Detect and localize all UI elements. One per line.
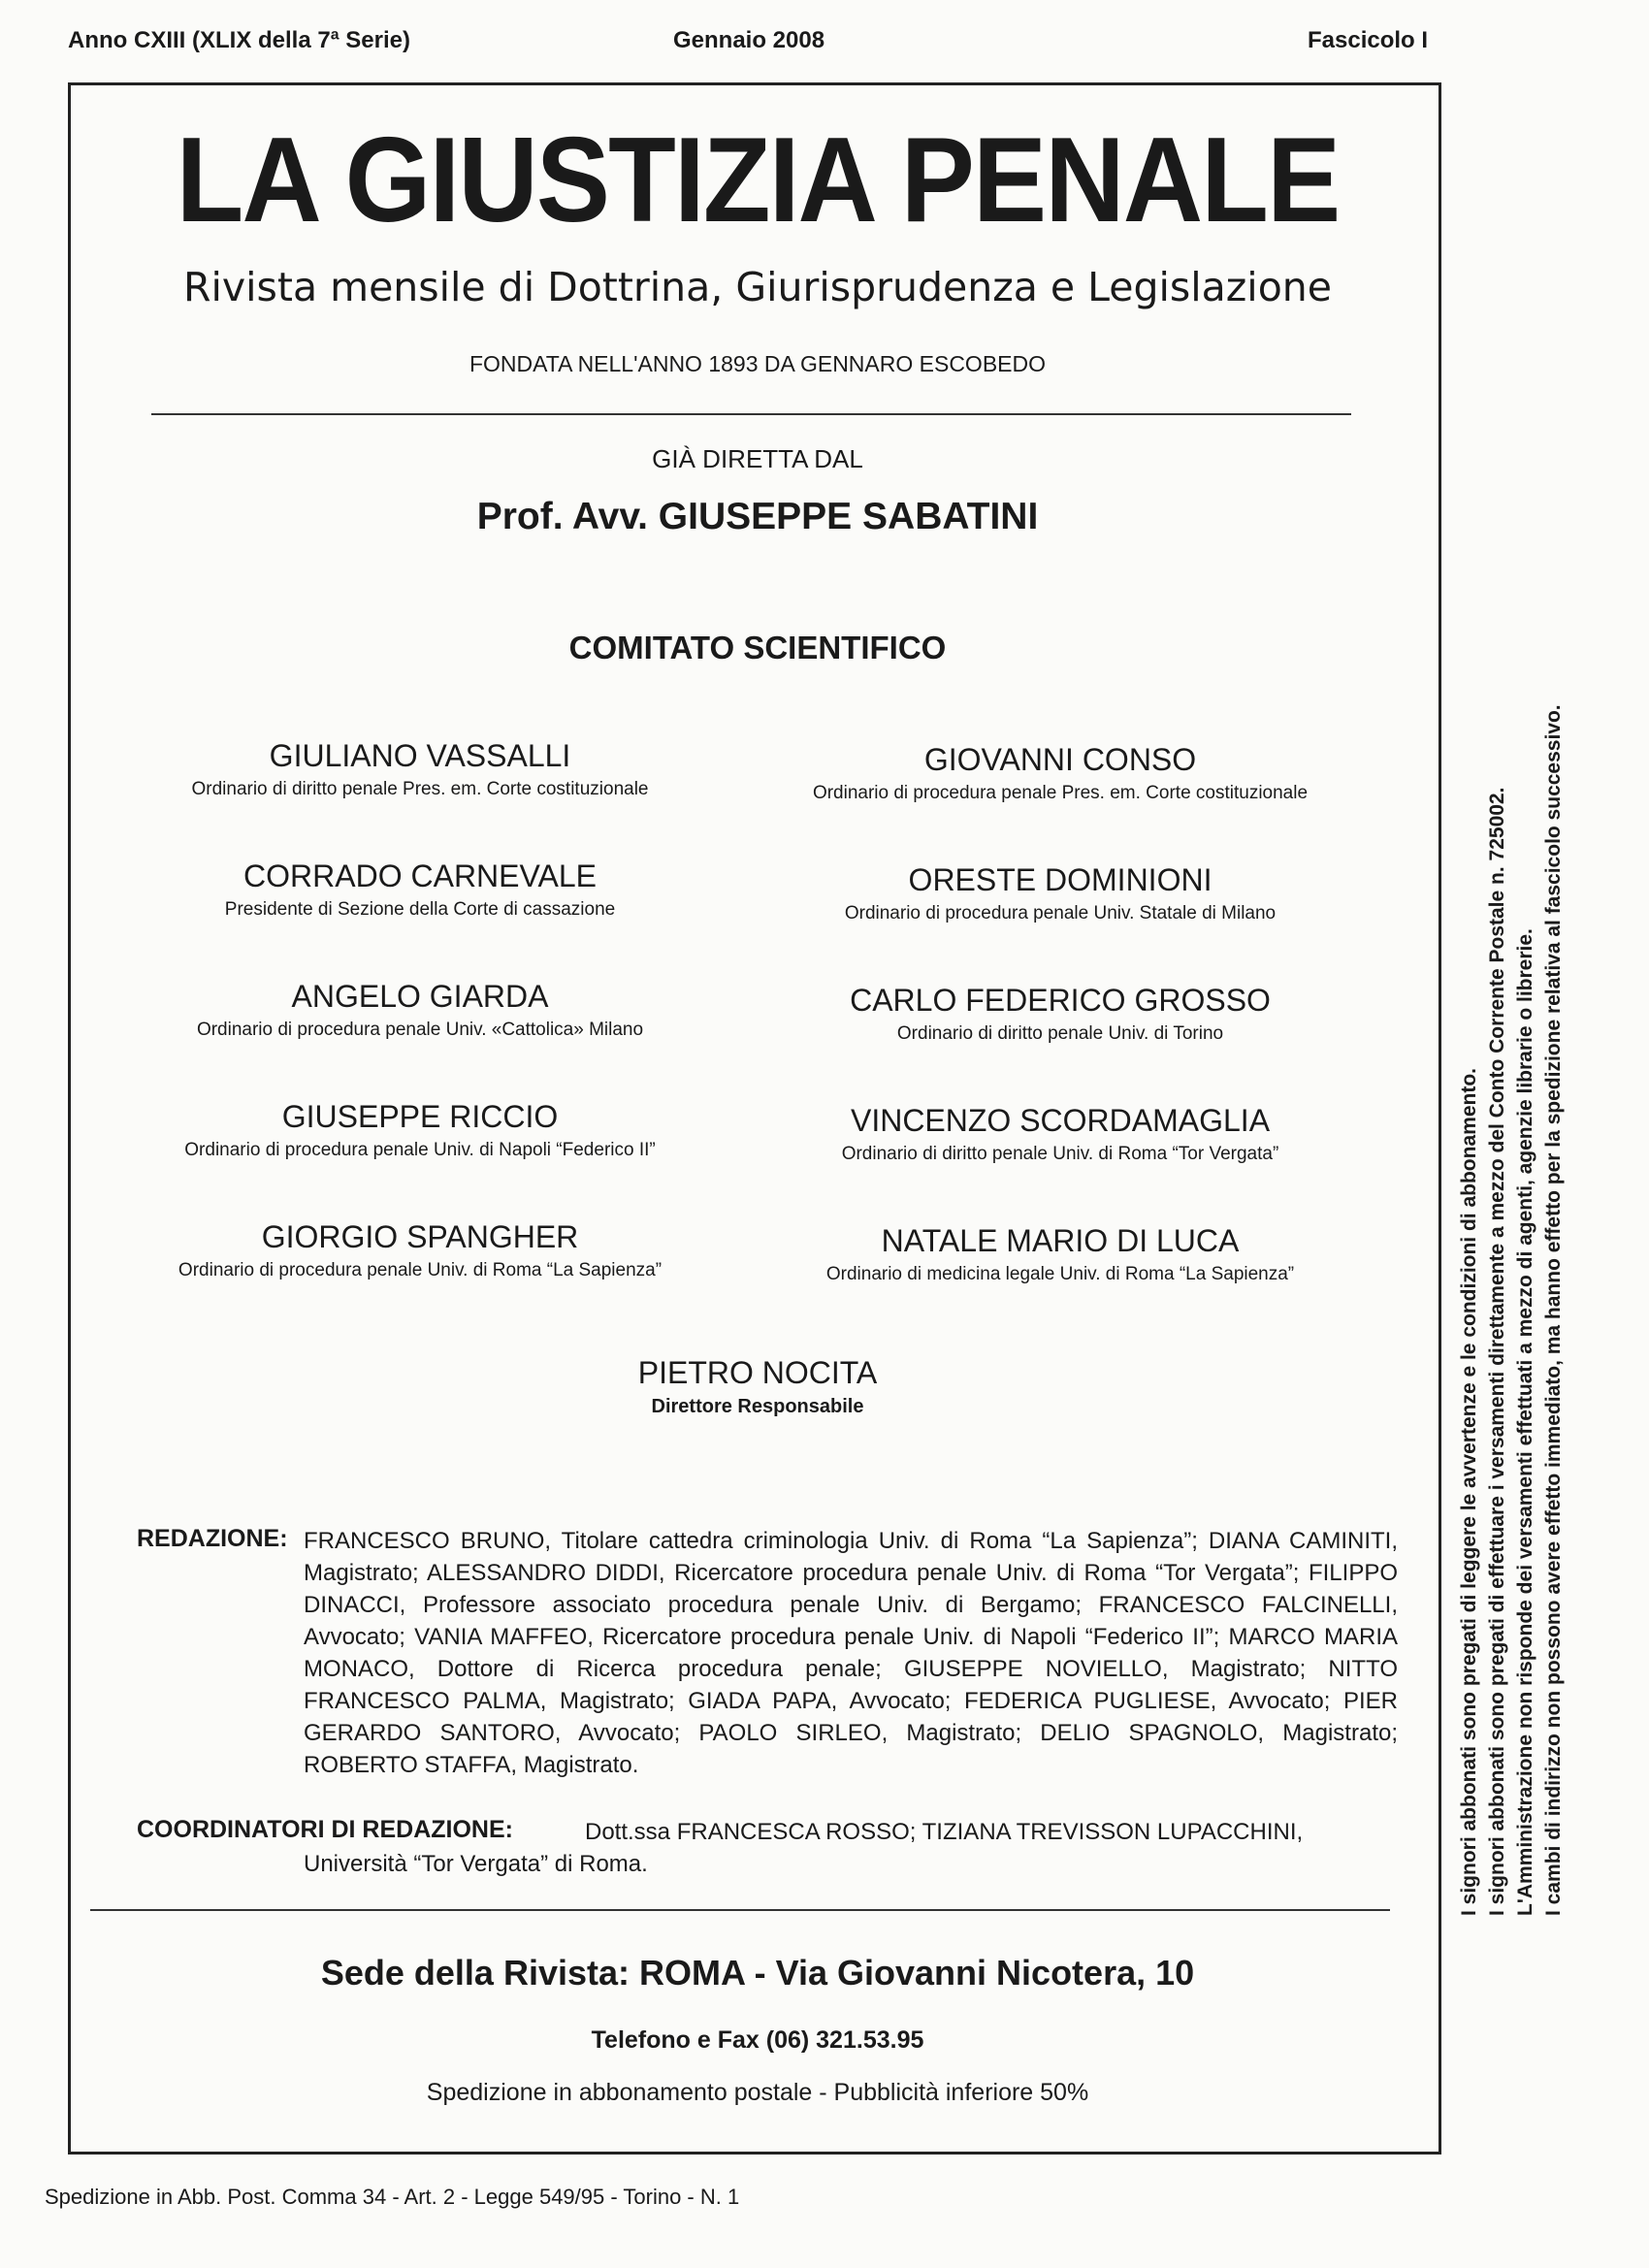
committee-member — [750, 1220, 1371, 1288]
coordinatori-text: Dott.ssa FRANCESCA ROSSO; TIZIANA TREVISSON LUPACCHINI, Università “Tor Vergata” di Roma. — [304, 1819, 1304, 1877]
issue-date: Gennaio 2008 — [673, 27, 825, 53]
member-role: Ordinario di procedura penale Univ. di Roma “La Sapienza” — [178, 1260, 663, 1280]
redazione-text: FRANCESCO BRUNO, Titolare cattedra criminologia Univ. di Roma “La Sapienza”; DIANA CAMINITI, Magistrato; ALESSANDRO DIDDI, Ricercatore procedura penale Univ. di Roma “Tor Vergata”; FILIPPO DINACCI, Professore associato procedura penale Univ. di Bergamo; FRANCESCO FALCINELLI, Avvocato; VANIA MAFFEO, Ricercatore procedura penale Univ. di Napoli “Federico II”; MARCO MARIA MONACO, Dottore di Ricerca procedura penale; GIUSEPPE NOVIELLO, Magistrato; NITTO FRANCESCO PALMA, Magistrato; GIADA PAPA, Avvocato; FEDERICA PUGLIESE, Avvocato; PIER GERARDO SANTORO, Avvocato; PAOLO SIRLEO, Magistrato; DELIO SPAGNOLO, Magistrato; ROBERTO STAFFA, Magistrato. — [304, 1528, 1398, 1778]
responsible-name: PIETRO NOCITA — [637, 1355, 878, 1390]
cover-frame — [68, 82, 1441, 2155]
side-note: I signori abbonati sono pregati di leggere le avvertenze e le condizioni di abbonamento. — [1458, 1068, 1480, 1916]
responsible-director — [71, 1352, 1444, 1420]
coordinatori-label: COORDINATORI DI REDAZIONE: — [137, 1816, 513, 1843]
member-name: ANGELO GIARDA — [291, 979, 549, 1014]
member-name: NATALE MARIO DI LUCA — [881, 1223, 1240, 1258]
side-note: L'Amministrazione non risponde dei versamenti effettuati a mezzo di agenti, agenzie librarie o librerie. — [1514, 928, 1536, 1916]
member-name: VINCENZO SCORDAMAGLIA — [850, 1103, 1271, 1138]
member-name: CORRADO CARNEVALE — [243, 859, 597, 893]
director-name: Prof. Avv. GIUSEPPE SABATINI — [476, 496, 1039, 537]
member-role: Ordinario di diritto penale Pres. em. Corte costituzionale — [191, 779, 649, 799]
side-note: I signori abbonati sono pregati di effettuare i versamenti direttamente a mezzo del Conto Corrente Postale n. 725002. — [1486, 787, 1508, 1916]
journal-title: LA GIUSTIZIA PENALE — [176, 113, 1340, 247]
footer-note: Spedizione in Abb. Post. Comma 34 - Art. 2 - Legge 549/95 - Torino - N. 1 — [45, 2185, 740, 2209]
committee-heading: COMITATO SCIENTIFICO — [568, 630, 947, 665]
member-role: Presidente di Sezione della Corte di cassazione — [224, 899, 616, 920]
committee-member — [110, 1216, 730, 1284]
issue-year: Anno CXIII (XLIX della 7ª Serie) — [68, 27, 410, 53]
journal-subtitle: Rivista mensile di Dottrina, Giurisprudenza e Legislazione — [183, 264, 1332, 310]
committee-member — [750, 859, 1371, 927]
committee-member — [750, 980, 1371, 1048]
postal-note: Spedizione in abbonamento postale - Pubblicità inferiore 50% — [426, 2079, 1089, 2106]
side-notes — [1455, 461, 1568, 1916]
member-role: Ordinario di procedura penale Univ. «Cattolica» Milano — [196, 1020, 644, 1040]
committee-member — [110, 856, 730, 923]
direction-label: GIÀ DIRETTA DAL — [652, 444, 863, 473]
member-role: Ordinario di diritto penale Univ. di Torino — [896, 1023, 1224, 1044]
journal-address: Sede della Rivista: ROMA - Via Giovanni Nicotera, 10 — [320, 1953, 1195, 1993]
member-role: Ordinario di procedura penale Univ. Statale di Milano — [844, 903, 1277, 923]
committee-member — [750, 1100, 1371, 1168]
redazione-label: REDAZIONE: — [137, 1525, 288, 1552]
committee-member — [750, 739, 1371, 807]
running-header — [0, 27, 1649, 66]
responsible-role: Direttore Responsabile — [651, 1396, 864, 1417]
member-name: GIOVANNI CONSO — [923, 742, 1197, 777]
committee-member — [110, 1096, 730, 1164]
committee-member — [110, 735, 730, 803]
member-role: Ordinario di diritto penale Univ. di Roma “Tor Vergata” — [841, 1144, 1279, 1164]
member-name: GIULIANO VASSALLI — [269, 738, 571, 773]
founded-line: FONDATA NELL'ANNO 1893 DA GENNARO ESCOBEDO — [469, 351, 1047, 376]
issue-number: Fascicolo I — [1308, 27, 1429, 53]
member-role: Ordinario di procedura penale Pres. em. Corte costituzionale — [812, 783, 1309, 803]
member-role: Ordinario di medicina legale Univ. di Roma “La Sapienza” — [825, 1264, 1295, 1284]
side-note: I cambi di indirizzo non possono avere effetto immediato, ma hanno effetto per la spedizione relativa al fascicolo successivo. — [1542, 704, 1565, 1916]
member-role: Ordinario di procedura penale Univ. di Napoli “Federico II” — [184, 1140, 656, 1160]
member-name: GIORGIO SPANGHER — [261, 1219, 579, 1254]
divider — [90, 1909, 1390, 1911]
committee-member — [110, 976, 730, 1044]
divider — [151, 413, 1351, 415]
phone-fax: Telefono e Fax (06) 321.53.95 — [591, 2026, 924, 2054]
member-name: CARLO FEDERICO GROSSO — [850, 983, 1271, 1018]
member-name: GIUSEPPE RICCIO — [281, 1099, 559, 1134]
member-name: ORESTE DOMINIONI — [908, 862, 1212, 897]
